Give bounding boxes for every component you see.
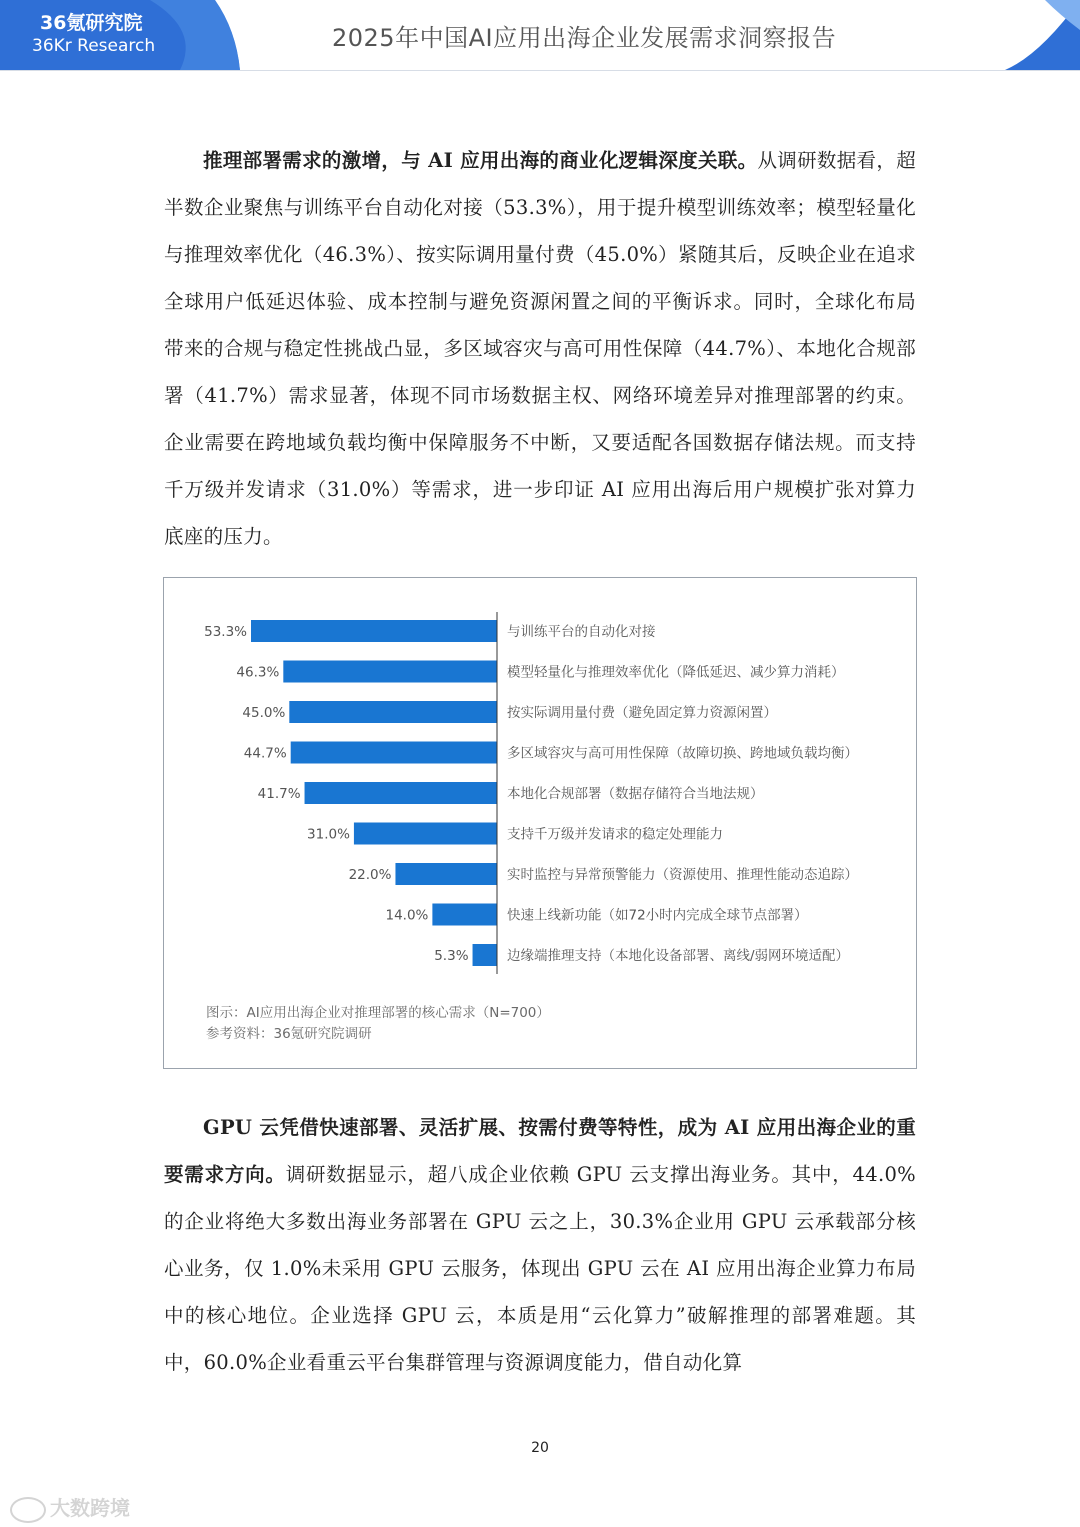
- watermark: [10, 1492, 130, 1523]
- data-label: 53.3%: [204, 624, 247, 640]
- category-label: 本地化合规部署（数据存储符合当地法规）: [507, 786, 764, 802]
- data-label: 14.0%: [385, 907, 429, 924]
- paragraph-gpu-cloud: [164, 1104, 916, 1386]
- category-label: 模型轻量化与推理效率优化（降低延迟、减少算力消耗）: [507, 664, 845, 681]
- bar: [395, 863, 497, 885]
- paragraph-lead: GPU 云凭借快速部署、灵活扩展、按需付费等特性，成为 AI 应用出海企业的重要需求方向。: [164, 1116, 916, 1186]
- category-label: 按实际调用量付费（避免固定算力资源闲置）: [507, 705, 777, 721]
- data-label: 31.0%: [307, 826, 350, 843]
- data-label: 45.0%: [242, 705, 286, 721]
- chart-source: 参考资料：36氪研究院调研: [206, 1026, 372, 1042]
- category-label: 多区域容灾与高可用性保障（故障切换、跨地域负载均衡）: [507, 745, 858, 762]
- paragraph-inference-demand: [164, 137, 916, 560]
- bar-chart: [164, 578, 916, 1068]
- bar: [305, 782, 497, 804]
- paragraph-body: 从调研数据看，超半数企业聚焦与训练平台自动化对接（53.3%），用于提升模型训练效率；模型轻量化与推理效率优化（46.3%）、按实际调用量付费（45.0%）紧随其后，反映企业在追求全球用户低延迟体验、成本控制与避免资源闲置之间的平衡诉求。同时，全球化布局带来的合规与稳定性挑战凸显，多区域容灾与高可用性保障（44.7%）、本地化合规部署（41.7%）需求显著，体现不同市场数据主权、网络环境差异对推理部署的约束。企业需要在跨地域负载均衡中保障服务不中断，又要适配各国数据存储法规。而支持千万级并发请求（31.0%）等需求，进一步印证 AI 应用出海后用户规模扩张对算力底座的压力。: [164, 149, 916, 548]
- corner-decoration: [1000, 0, 1080, 70]
- report-title: 2025年中国AI应用出海企业发展需求洞察报告: [332, 24, 837, 52]
- bar: [473, 944, 497, 966]
- category-label: 边缘端推理支持（本地化设备部署、离线/弱网环境适配）: [507, 948, 850, 964]
- watermark-text: 大数跨境: [50, 1496, 130, 1520]
- paragraph-lead: 推理部署需求的激增，与 AI 应用出海的商业化逻辑深度关联。: [203, 149, 758, 172]
- data-label: 46.3%: [236, 664, 280, 681]
- paragraph-body: 调研数据显示，超八成企业依赖 GPU 云支撑出海业务。其中，44.0%的企业将绝大多数出海业务部署在 GPU 云之上，30.3%企业用 GPU 云承载部分核心业务，仅 1.0%未采用 GPU 云服务，体现出 GPU 云在 AI 应用出海企业算力布局中的核心地位。企业选择 GPU 云，本质是用“云化算力”破解推理的部署难题。其中，60.0%企业看重云平台集群管理与资源调度能力，借自动化算: [164, 1163, 916, 1374]
- category-label: 快速上线新功能（如72小时内完成全球节点部署）: [507, 907, 808, 924]
- bar: [354, 823, 497, 845]
- watermark-logo-icon: [10, 1497, 46, 1523]
- data-label: 5.3%: [434, 948, 469, 964]
- page-header: [0, 0, 1080, 71]
- category-label: 支持千万级并发请求的稳定处理能力: [507, 826, 723, 843]
- bar: [251, 620, 497, 642]
- bar: [291, 742, 497, 764]
- bar: [432, 904, 497, 926]
- data-label: 22.0%: [348, 867, 392, 883]
- bar: [289, 701, 497, 723]
- brand-name-en: 36Kr Research: [32, 36, 156, 56]
- category-label: 与训练平台的自动化对接: [507, 624, 656, 640]
- page-number: 20: [531, 1440, 549, 1456]
- data-label: 41.7%: [257, 786, 301, 802]
- data-label: 44.7%: [243, 745, 287, 762]
- brand-name-cn: 36氪研究院: [40, 12, 143, 34]
- chart-figure: [163, 577, 917, 1069]
- bar: [283, 661, 497, 683]
- category-label: 实时监控与异常预警能力（资源使用、推理性能动态追踪）: [507, 867, 858, 883]
- chart-caption: 图示：AI应用出海企业对推理部署的核心需求（N=700）: [206, 1005, 550, 1021]
